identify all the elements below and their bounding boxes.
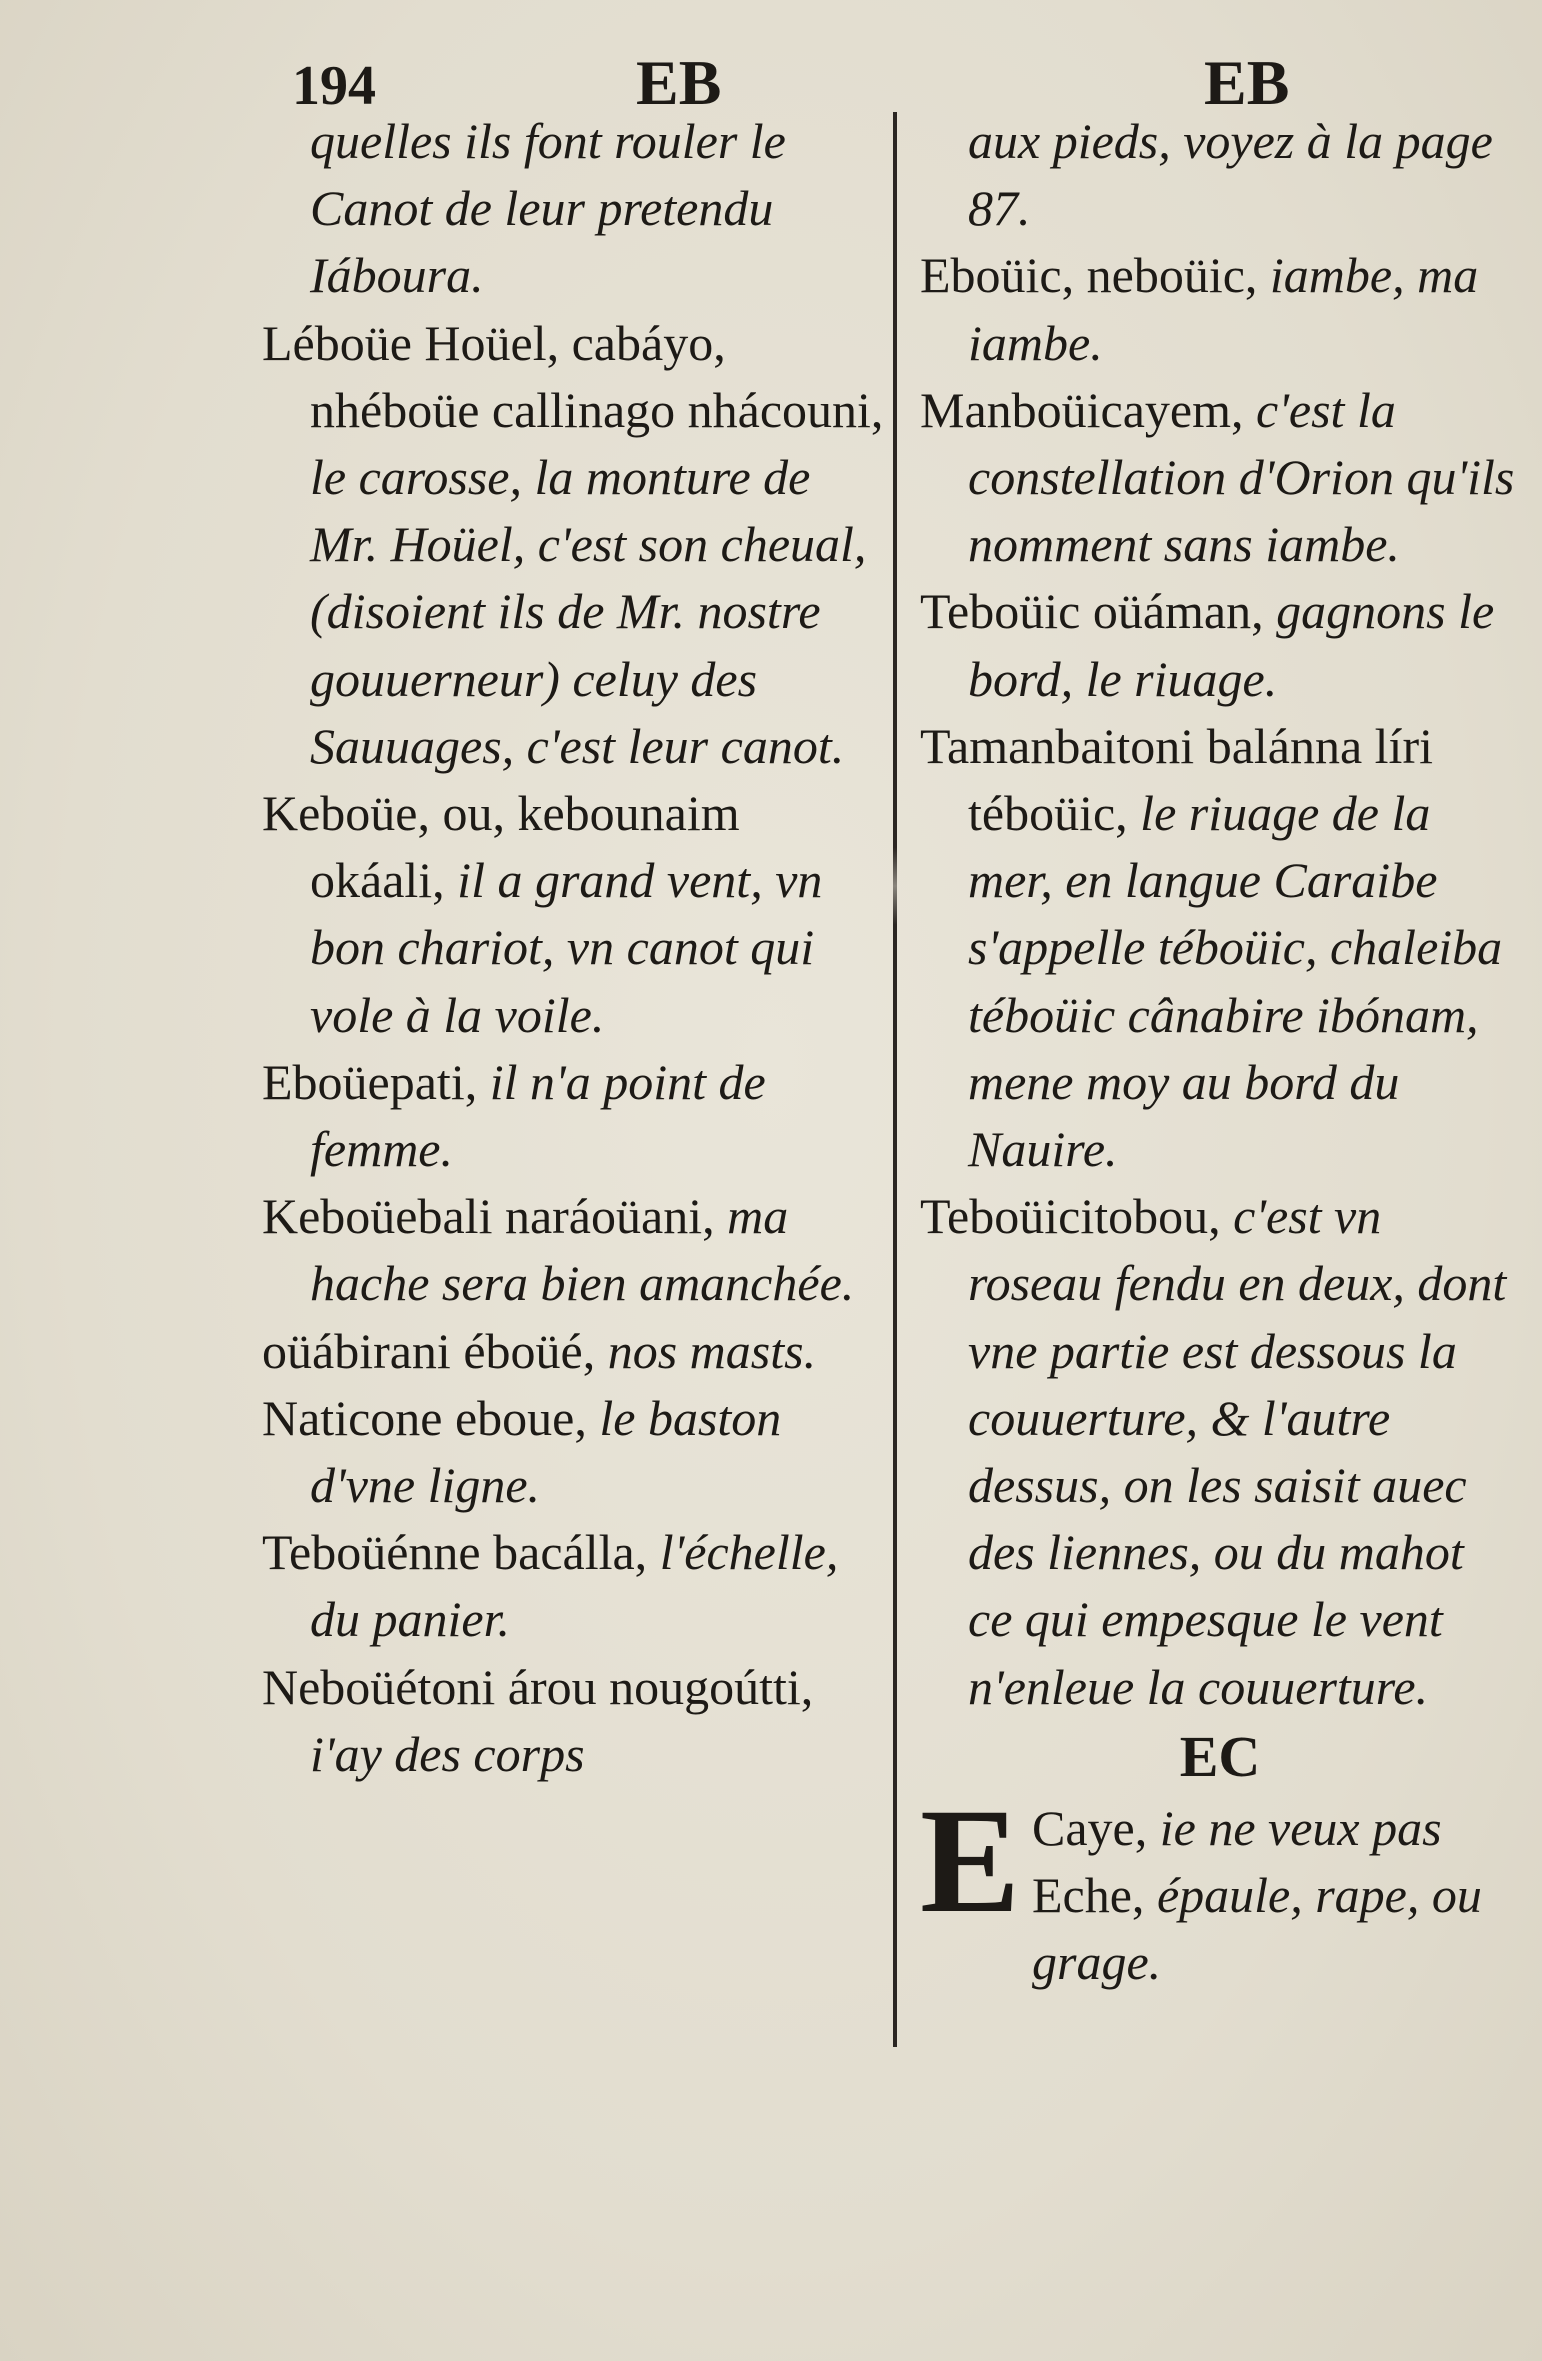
gloss: gagnons le bord, le riuage. [968, 583, 1495, 707]
headword: Eboüepati, [262, 1053, 478, 1110]
headword: Teboüic oüáman, [920, 583, 1264, 640]
drop-cap-letter: E [920, 1777, 1021, 1944]
gloss: c'est vn roseau fendu en deux, dont vne partie est dessous la couuerture, & l'autre dessus, on les saisit auec des liennes, ou du mahot ce qui empesque le vent n'enleue la couuerture. [968, 1188, 1507, 1715]
dictionary-entry [262, 1183, 884, 1317]
gloss: l'échelle, du panier. [310, 1524, 839, 1648]
running-head-right: EB [1204, 47, 1290, 118]
gloss: c'est la constellation d'Orion qu'ils nomment sans iambe. [968, 381, 1515, 573]
gloss: i'ay des corps [310, 1725, 585, 1782]
column-divider [893, 112, 897, 2047]
dictionary-entry [920, 578, 1520, 712]
running-head-left: EB [636, 47, 722, 118]
left-column [262, 108, 884, 1788]
continuation-text: aux pieds, voyez à la page 87. [968, 113, 1493, 237]
headword: oüábirani éboüé, [262, 1322, 596, 1379]
dictionary-entry [920, 713, 1520, 1183]
dictionary-entry [262, 1654, 884, 1788]
page-number: 194 [292, 55, 376, 117]
headword: Léboüe Hoüel, cabáyo, nhéboüe callinago nhácouni, [262, 314, 884, 438]
dictionary-entry [262, 1385, 884, 1519]
gloss: le carosse, la monture de Mr. Hoüel, c'est son cheual, (disoient ils de Mr. nostre gouuerneur) celuy des Sauuages, c'est leur canot. [310, 449, 867, 774]
dictionary-entry [262, 310, 884, 780]
dictionary-entry [920, 377, 1520, 579]
headword: Neboüétoni árou nougoútti, [262, 1658, 814, 1715]
headword: Teboüicitobou, [920, 1188, 1221, 1245]
gloss: ie ne veux pas [1159, 1799, 1442, 1856]
headword: Eboüic, neboüic, [920, 247, 1258, 304]
gloss: le riuage de la mer, en langue Caraibe s'appelle téboüic, chaleiba téboüic cânabire ibónam, mene moy au bord du Nauire. [968, 785, 1503, 1178]
dictionary-entry [262, 1519, 884, 1653]
headword: Naticone eboue, [262, 1389, 587, 1446]
dictionary-entry [1032, 1795, 1520, 1862]
dictionary-entry [262, 780, 884, 1049]
gloss: il n'a point de femme. [310, 1053, 766, 1178]
headword: Keboüe, ou, kebounaim okáali, [262, 785, 740, 909]
right-column [920, 108, 1520, 1996]
dictionary-entry [262, 1318, 884, 1385]
continuation-text: quelles ils font rouler le Canot de leur pretendu Iáboura. [310, 113, 786, 304]
gloss: nos masts. [607, 1322, 817, 1379]
dropcap-block [920, 1777, 1520, 1997]
page-header [0, 46, 1542, 116]
gloss: iambe, ma iambe. [968, 247, 1479, 371]
gloss: il a grand vent, vn bon chariot, vn canot qui vole à la voile. [310, 852, 823, 1043]
headword: Caye, [1032, 1799, 1148, 1856]
gloss: épaule, rape, ou grage. [1032, 1867, 1482, 1991]
headword: Tamanbaitoni balánna líri téboüic, [920, 717, 1433, 842]
dictionary-entry [262, 1049, 884, 1183]
gloss: ma hache sera bien amanchée. [310, 1188, 855, 1312]
gloss: le baston d'vne ligne. [310, 1389, 782, 1514]
headword: Manboüicayem, [920, 381, 1244, 438]
dictionary-entry [1032, 1862, 1520, 1996]
dictionary-entry [920, 242, 1520, 376]
dictionary-entry [920, 1183, 1520, 1721]
section-heading: EC [1179, 1723, 1261, 1789]
headword: Keboüebali naráoüani, [262, 1188, 715, 1245]
headword: Eche, [1032, 1867, 1145, 1924]
headword: Teboüénne bacálla, [262, 1524, 648, 1581]
